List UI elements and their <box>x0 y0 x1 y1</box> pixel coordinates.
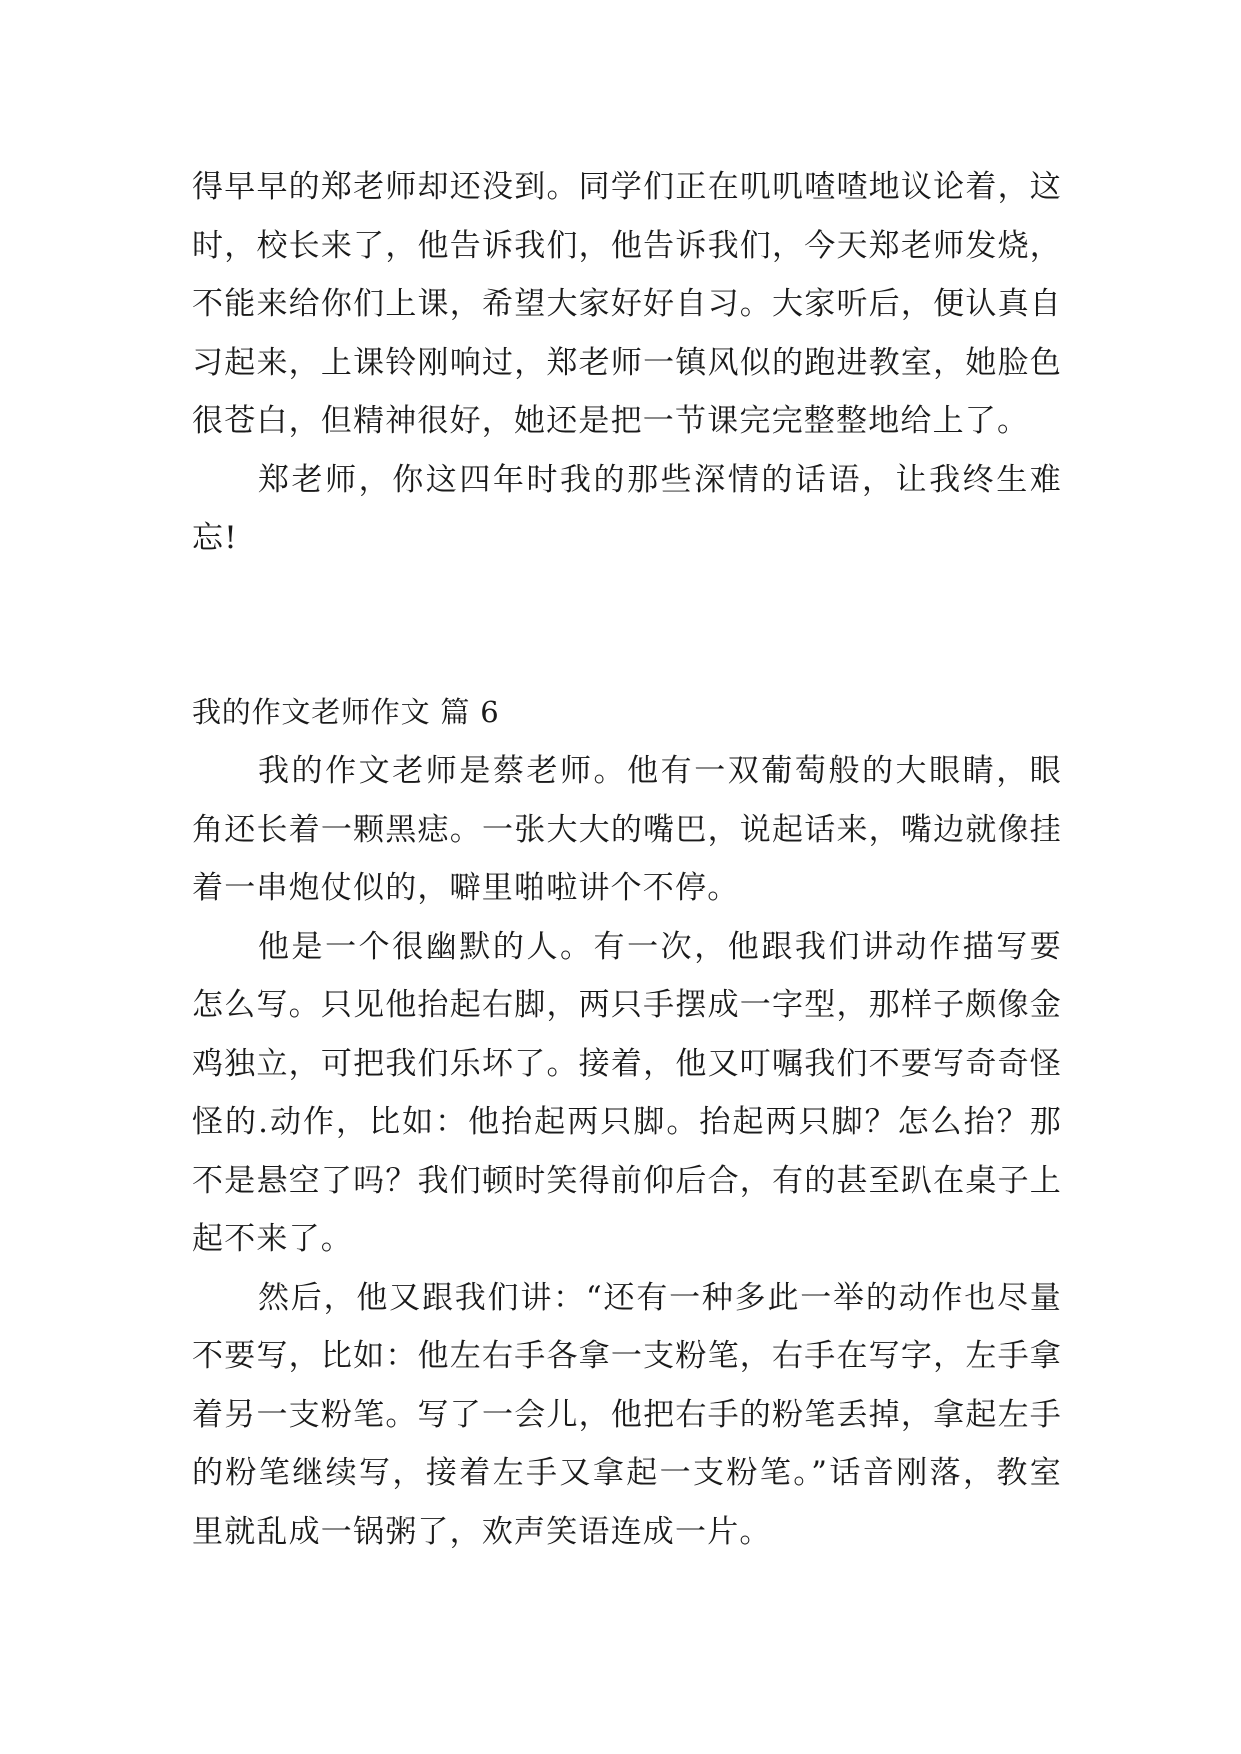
section-body <box>192 742 1062 1561</box>
continuation-text <box>192 158 1062 568</box>
paragraph: 他是一个很幽默的人。有一次，他跟我们讲动作描写要怎么写。只见他抬起右脚，两只手摆成一字型，那样子颇像金鸡独立，可把我们乐坏了。接着，他又叮嘱我们不要写奇奇怪怪的.动作，比如：他抬起两只脚。抬起两只脚？怎么抬？那不是悬空了吗？我们顿时笑得前仰后合，有的甚至趴在桌子上起不来了。 <box>192 928 1062 1257</box>
paragraph: 得早早的郑老师却还没到。同学们正在叽叽喳喳地议论着，这时，校长来了，他告诉我们，他告诉我们，今天郑老师发烧，不能来给你们上课，希望大家好好自习。大家听后，便认真自习起来，上课铃刚响过，郑老师一镇风似的跑进教室，她脸色很苍白，但精神很好，她还是把一节课完完整整地给上了。 <box>192 169 1062 439</box>
paragraph: 然后，他又跟我们讲：“还有一种多此一举的动作也尽量不要写，比如：他左右手各拿一支粉笔，右手在写字，左手拿着另一支粉笔。写了一会儿，他把右手的粉笔丢掉，拿起左手的粉笔继续写，接着左手又拿起一支粉笔。”话音刚落，教室里就乱成一锅粥了，欢声笑语连成一片。 <box>192 1279 1062 1550</box>
section-heading: 我的作文老师作文 篇 6 <box>192 695 500 729</box>
paragraph: 郑老师，你这四年时我的那些深情的话语，让我终生难忘! <box>192 461 1062 556</box>
paragraph: 我的作文老师是蔡老师。他有一双葡萄般的大眼睛，眼角还长着一颗黑痣。一张大大的嘴巴，说起话来，嘴边就像挂着一串炮仗似的，噼里啪啦讲个不停。 <box>192 753 1062 906</box>
